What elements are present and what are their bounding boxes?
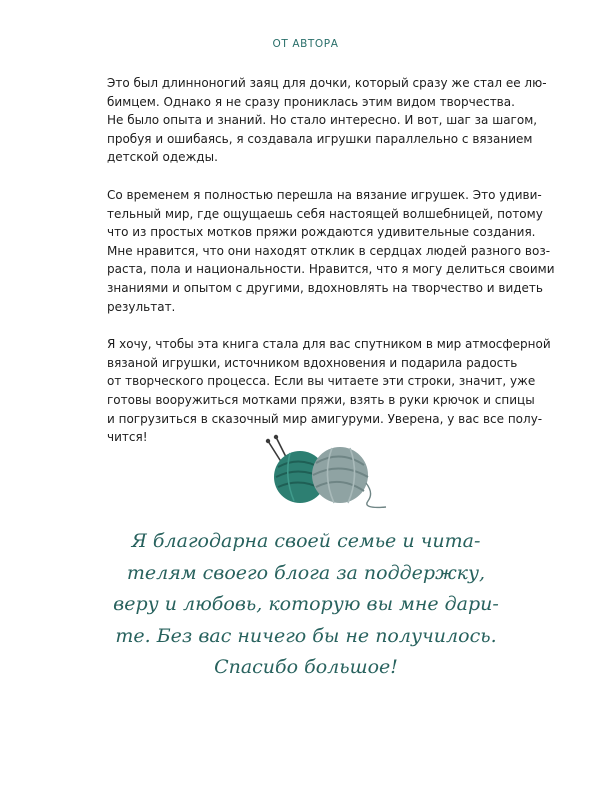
paragraph-2 [107,186,555,316]
text-line: результат. [107,299,176,314]
thanks-line: Спасибо большое! [214,656,398,678]
text-line: раста, пола и национальности. Нравится, что я могу делиться своими [107,262,555,277]
paragraph-1 [107,74,547,167]
section-header: ОТ АВТОРА [272,38,339,50]
text-line: от творческого процесса. Если вы читаете эти строки, значит, уже [107,374,536,389]
thanks-line: те. Без вас ничего бы не получилось. [115,624,497,647]
text-line: и погрузиться в сказочный мир амигуруми. Уверена, у вас все полу- [107,411,543,426]
text-line: чится! [107,430,148,445]
thanks-note [100,526,512,684]
thanks-line: телям своего блога за поддержку, [126,561,486,584]
text-line: Мне нравится, что они находят отклик в сердцах людей разного воз- [107,243,551,258]
text-line: пробуя и ошибаясь, я создавала игрушки параллельно с вязанием [107,131,533,146]
text-line: знаниями и опытом с другими, вдохновлять на творчество и видеть [107,280,543,295]
thanks-line: Я благодарна своей семье и чита- [131,530,481,552]
text-line: Это был длинноногий заяц для дочки, который сразу же стал ее лю- [107,76,547,90]
text-line: Со временем я полностью перешла на вязание игрушек. Это удиви- [107,187,542,202]
text-line: готовы вооружиться мотками пряжи, взять в руки крючок и спицы [107,392,535,407]
paragraph-3 [107,335,551,447]
yarn-balls-icon [262,433,392,513]
body-text [107,74,555,466]
text-line: Я хочу, чтобы эта книга стала для вас спутником в мир атмосферной [107,337,551,352]
thanks-line: веру и любовь, которую вы мне дари- [113,593,499,615]
yarn-illustration [262,433,392,513]
text-line: бимцем. Однако я не сразу прониклась этим видом творчества. [107,94,515,109]
text-line: что из простых мотков пряжи рождаются удивительные создания. [107,225,536,240]
text-line: вязаной игрушки, источником вдохновения и подарила радость [107,355,518,370]
text-line: тельный мир, где ощущаешь себя настоящей волшебницей, потому [107,206,543,221]
text-line: детской одежды. [107,150,218,165]
text-line: Не было опыта и знаний. Но стало интересно. И вот, шаг за шагом, [107,113,538,128]
